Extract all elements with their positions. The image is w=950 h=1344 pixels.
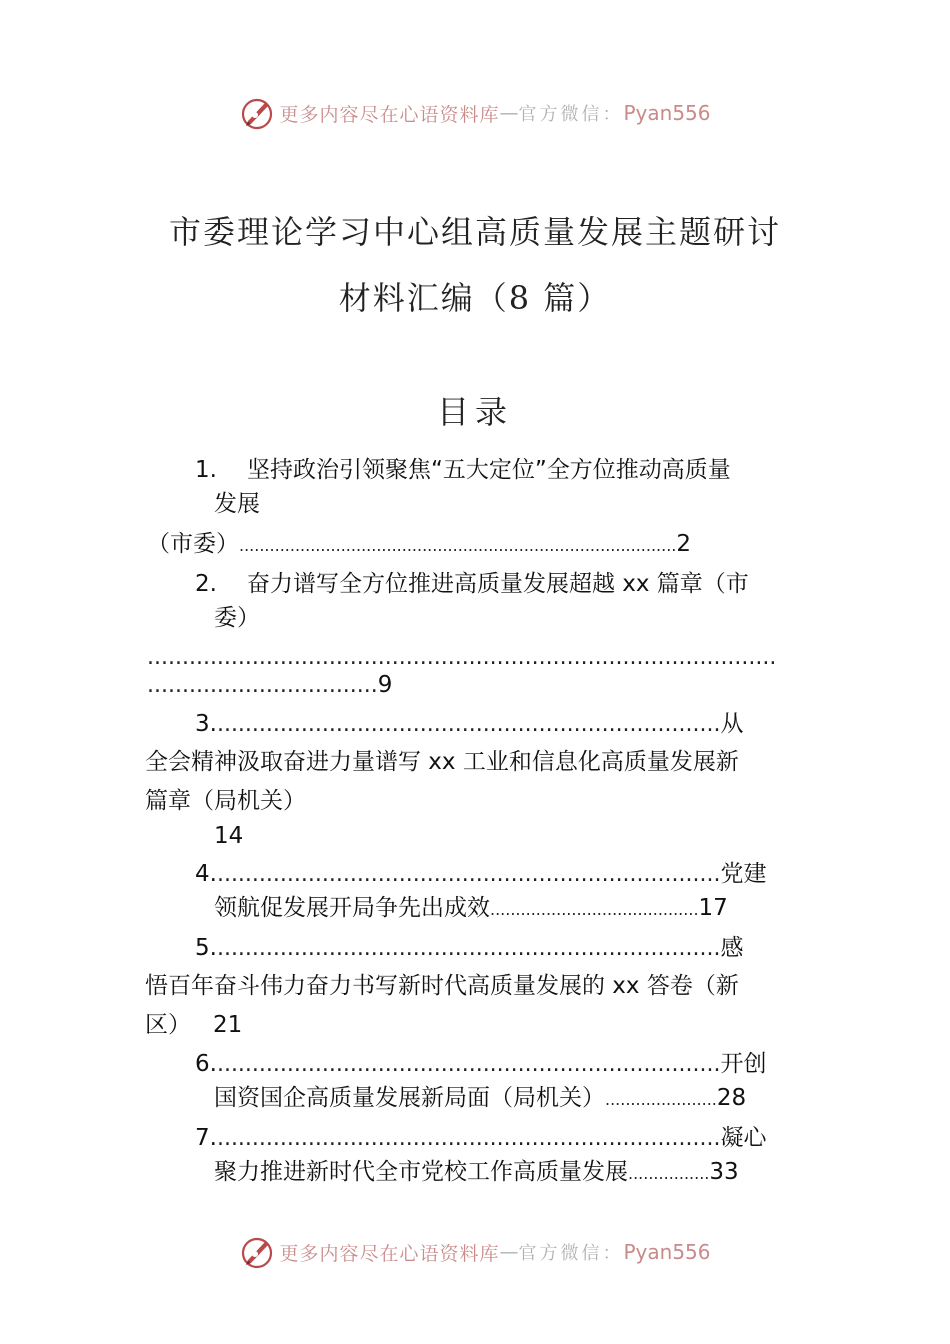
toc-item-7[interactable]	[195, 1123, 766, 1154]
toc-item-1-title-cont: 发展	[214, 491, 260, 517]
toc-item-3-leader: ........................................................................	[216, 712, 721, 737]
toc-item-6[interactable]	[195, 1049, 766, 1080]
toc-item-4-leader: ........................................................................	[216, 862, 721, 887]
toc-item-1-page: 2	[676, 531, 692, 557]
toc-item-7-number: 7.	[195, 1125, 217, 1151]
pen-logo-icon	[239, 1234, 275, 1270]
toc-item-6-title-cont: 国资国企高质量发展新局面（局机关）	[214, 1085, 605, 1111]
toc-item-2-number: 2.	[195, 571, 217, 597]
toc-item-1-number: 1.	[195, 457, 217, 483]
toc-item-7-page: 33	[709, 1159, 739, 1185]
toc-item-3-title-cont: 全会精神汲取奋进力量谱写 xx 工业和信息化高质量发展新	[145, 749, 739, 775]
toc-item-2[interactable]	[195, 569, 749, 599]
toc-item-5-leader: ........................................................................	[216, 936, 721, 961]
toc-item-2-title-cont: 委）	[214, 605, 260, 631]
toc-item-2-title: 奋力谱写全方位推进高质量发展超越 xx 篇章（市	[246, 571, 749, 597]
toc-item-7-title-cont: 聚力推进新时代全市党校工作高质量发展	[214, 1159, 628, 1185]
toc-item-5[interactable]	[195, 933, 743, 964]
toc-item-4-title: 党建	[720, 861, 767, 887]
banner-dash: —	[499, 1241, 519, 1263]
toc-item-1-source: （市委）	[147, 531, 239, 557]
toc-item-1-leader: ......................................................................................	[239, 536, 677, 555]
toc-item-7-entry[interactable]	[214, 1157, 739, 1189]
toc-item-6-leader-cont: ......................	[605, 1090, 717, 1109]
toc-item-1-title: 坚持政治引领聚焦“五大定位”全方位推动高质量	[246, 457, 731, 483]
banner-wechat-label: 官方微信：	[518, 104, 624, 125]
toc-item-7-leader: ........................................................................	[216, 1126, 721, 1151]
toc-item-5-number: 5.	[195, 935, 217, 961]
banner-main-text: 更多内容尽在心语资料库	[279, 1242, 500, 1265]
toc-item-3-title: 从	[720, 711, 744, 737]
pen-logo-icon	[239, 95, 275, 131]
toc-item-3-page: 14	[214, 823, 244, 849]
toc-item-2-entry[interactable]	[147, 670, 392, 701]
toc-item-4-title-cont: 领航促发展开局争先出成效	[214, 895, 490, 921]
toc-item-4-page: 17	[698, 895, 728, 921]
toc-item-6-leader: ........................................................................	[216, 1052, 721, 1077]
banner-wechat-id: Pyan556	[623, 1240, 711, 1264]
toc-item-3-source: 篇章（局机关）	[145, 788, 306, 814]
toc-item-5-entry[interactable]	[145, 1010, 242, 1040]
toc-item-5-title: 感	[720, 935, 744, 961]
toc-item-1-entry[interactable]	[147, 529, 691, 561]
toc-item-2-leader-cont: .................................	[147, 673, 378, 698]
toc-item-3-number: 3.	[195, 711, 217, 737]
toc-item-5-source: 区）	[145, 1012, 191, 1038]
banner-main-text: 更多内容尽在心语资料库	[279, 103, 500, 126]
toc-item-2-page: 9	[377, 672, 393, 698]
toc-item-6-title: 开创	[720, 1051, 767, 1077]
toc-item-4[interactable]	[195, 859, 766, 890]
toc-item-2-leader: ..........................................................................................	[147, 645, 777, 670]
toc-item-1[interactable]	[195, 455, 731, 485]
toc-item-4-entry[interactable]	[214, 893, 728, 925]
toc-item-6-number: 6.	[195, 1051, 217, 1077]
toc-item-4-leader-cont: .........................................	[490, 900, 699, 919]
toc-item-3[interactable]	[195, 709, 743, 740]
toc-item-7-title: 凝心	[720, 1125, 767, 1151]
toc-item-4-number: 4.	[195, 861, 217, 887]
document-title-line1: 市委理论学习中心组高质量发展主题研讨	[168, 213, 781, 251]
toc-item-6-entry[interactable]	[214, 1083, 746, 1115]
banner-dash: —	[499, 102, 519, 124]
footer-watermark-banner	[0, 1232, 950, 1272]
header-watermark-banner	[0, 93, 950, 133]
banner-wechat-label: 官方微信：	[518, 1243, 624, 1264]
banner-wechat-id: Pyan556	[623, 101, 711, 125]
toc-item-6-page: 28	[716, 1085, 747, 1111]
toc-heading: 目录	[436, 393, 513, 431]
document-title-line2: 材料汇编（8 篇）	[338, 279, 612, 317]
toc-item-7-leader-cont: ................	[628, 1164, 710, 1183]
toc-item-5-title-cont: 悟百年奋斗伟力奋力书写新时代高质量发展的 xx 答卷（新	[145, 973, 739, 999]
toc-item-5-page: 21	[213, 1012, 243, 1038]
